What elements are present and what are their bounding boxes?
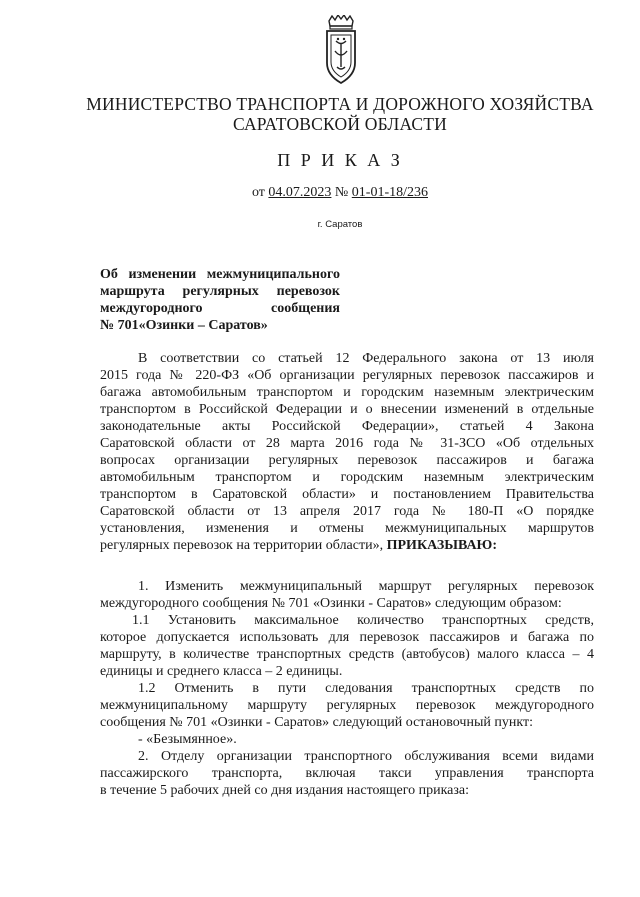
order-date-number	[200, 185, 480, 201]
item-2-line: в течение 5 рабочих дней со дня издания настоящего приказа:	[100, 783, 470, 798]
preamble-line: В соответствии со статьей 12 Федерального закона от 13 июля	[138, 351, 594, 366]
ministry-name-line-1: МИНИСТЕРСТВО ТРАНСПОРТА И ДОРОЖНОГО ХОЗЯЙСТВА	[86, 94, 594, 114]
preamble-line: автомобильным транспортом и городским наземным электрическим	[100, 470, 594, 485]
decree-word: ПРИКАЗЫВАЮ:	[386, 538, 497, 553]
preamble-line: Саратовской области от 28 марта 2016 года № 31-ЗСО «Об отдельных	[100, 436, 594, 451]
item-1-1-line: единицы и среднего класса – 2 единицы.	[100, 664, 343, 679]
item-1-1-line: которое допускается использовать для перевозок пассажиров и багажа по	[100, 630, 594, 645]
order-city: г. Саратов	[317, 219, 363, 230]
preamble-line: регулярных перевозок на территории области»,	[100, 538, 384, 553]
stop-item: - «Безымянное».	[138, 732, 237, 747]
subject-line: № 701«Озинки – Саратов»	[100, 318, 268, 333]
preamble-line: установления, изменения и отмены межмуниципальных маршрутов	[100, 521, 594, 536]
preamble-final-line	[100, 537, 594, 554]
saratov-coat-of-arms-icon	[321, 15, 361, 87]
item-2-line: пассажирского транспорта, включая такси управления транспорта	[100, 766, 594, 781]
preamble-line: законодательные акты Российской Федерации», статьей 4 Закона	[100, 419, 594, 434]
order-title: П Р И К А З	[277, 150, 403, 170]
item-1-2-line: 1.2 Отменить в пути следования транспортных средств по	[138, 681, 594, 696]
item-1-1-line: 1.1 Установить максимальное количество транспортных средств,	[132, 613, 594, 628]
order-items	[100, 578, 594, 799]
item-1-2-line: сообщения № 701 «Озинки - Саратов» следующий остановочный пункт:	[100, 715, 533, 730]
preamble-line: транспортом в Российской Федерации и о внесении изменений в отдельные	[100, 402, 594, 417]
subject-line: маршрута регулярных перевозок	[100, 284, 340, 299]
subject-line: Об изменении межмуниципального	[100, 267, 340, 282]
preamble-line: багажа автомобильным транспортом и городским наземным электрическим	[100, 385, 594, 400]
date-prefix: от	[251, 185, 265, 200]
item-1-1-line: маршруту, в количестве транспортных средств (автобусов) малого класса – 4	[100, 647, 594, 662]
item-1-2-line: межмуниципальному маршруту регулярных перевозок междугородного	[100, 698, 594, 713]
preamble-line: вопросах организации регулярных перевозок пассажиров и багажа	[100, 453, 594, 468]
order-subject	[100, 266, 340, 334]
ministry-name-line-2: САРАТОВСКОЙ ОБЛАСТИ	[232, 114, 448, 134]
order-number: 01-01-18/236	[351, 185, 428, 200]
item-1-line: междугородного сообщения № 701 «Озинки - Саратов» следующим образом:	[100, 596, 562, 611]
preamble-line: транспортом в Саратовской области» и постановлением Правительства	[100, 487, 594, 502]
preamble-line: 2015 года № 220-ФЗ «Об организации регулярных перевозок пассажиров и	[100, 368, 594, 383]
order-date: 04.07.2023	[268, 185, 332, 200]
preamble-line: Саратовской области от 13 апреля 2017 года № 180-П «О порядке	[100, 504, 594, 519]
item-1-line: 1. Изменить межмуниципальный маршрут регулярных перевозок	[138, 579, 594, 594]
number-sign: №	[334, 185, 349, 200]
preamble-paragraph	[100, 350, 594, 554]
subject-line: междугородного сообщения	[100, 301, 340, 316]
item-2-line: 2. Отделу организации транспортного обслуживания всеми видами	[138, 749, 594, 764]
